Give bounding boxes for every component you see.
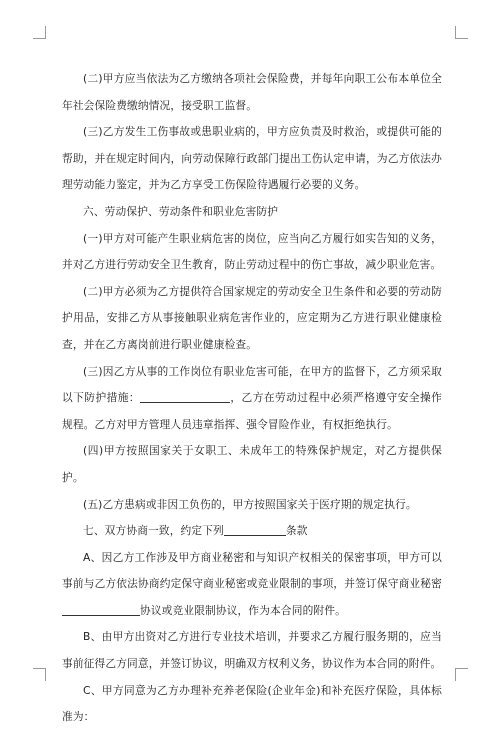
crop-mark-bottom-left xyxy=(33,668,46,681)
paragraph-medical-period: (五)乙方患病或非因工负伤的，甲方按照国家关于医疗期的规定执行。 xyxy=(83,497,417,511)
paragraph-hazard-notice: (一)甲方对可能产生职业病危害的岗位，应当向乙方履行如实告知的义务，并对乙方进行劳动安全卫生教育，防止劳动过程中的伤亡事故，减少职业危害。 xyxy=(62,231,442,272)
section-heading-agreed-terms xyxy=(62,518,442,545)
trade-secret-blank xyxy=(62,603,130,616)
text-segment: 七、双方协商一致，约定下列 xyxy=(83,524,224,538)
text-segment: A、因乙方工作涉及甲方商业秘密和与知识产权相关的保密事项，甲方可以事前与乙方依法协商约定保守商业秘密或竞业限制的事项，并签订保守商业秘密 xyxy=(62,550,442,591)
crop-mark-bottom-right xyxy=(455,668,468,681)
paragraph-training-service: B、由甲方出资对乙方进行专业技术培训，并要求乙方履行服务期的，应当事前征得乙方同意，并签订协议，明确双方权利义务，协议作为本合同的附件。 xyxy=(62,630,442,671)
text-segment: (三)因乙方从事的工作岗位有职业危害可能，在甲方的监督下，乙方须采取以下防护措施： xyxy=(62,364,442,405)
paragraph-work-injury: (三)乙方发生工伤事故或患职业病的，甲方应负责及时救治，或提供可能的帮助，并在规定时间内，向劳动保障行政部门提出工伤认定申请，为乙方依法办理劳动能力鉴定，并为乙方享受工伤保险待遇履行必要的义务。 xyxy=(62,125,442,192)
document-body xyxy=(62,66,442,731)
paragraph-social-insurance: (二)甲方应当依法为乙方缴纳各项社会保险费，并每年向职工公布本单位全年社会保险费缴纳情况，接受职工监督。 xyxy=(62,72,442,112)
paragraph-trade-secret xyxy=(62,545,442,625)
paragraph-female-minor-protection: (四)甲方按照国家关于女职工、未成年工的特殊保护规定，对乙方提供保护。 xyxy=(62,444,442,484)
crop-mark-top-left xyxy=(33,26,46,39)
paragraph-protection-measures xyxy=(62,359,442,439)
text-segment: 条款 xyxy=(285,524,308,538)
crop-mark-top-right xyxy=(455,26,468,39)
agreed-terms-blank xyxy=(224,523,286,536)
paragraph-protective-equipment: (二)甲方必须为乙方提供符合国家规定的劳动安全卫生条件和必要的劳动防护用品，安排乙方从事接触职业病危害作业的，应定期为乙方进行职业健康检查，并在乙方离岗前进行职业健康检查。 xyxy=(62,284,442,351)
paragraph-supplementary-insurance: C、甲方同意为乙方办理补充养老保险(企业年金)和补充医疗保险，具体标准为： xyxy=(62,683,442,724)
trade-secret-blank-continued xyxy=(130,603,140,616)
protection-measures-blank xyxy=(140,390,230,403)
text-segment: ，乙方在劳动过程中必须严格遵守安全操作规程。乙方对甲方管理人员违章指挥、强令冒险作业，有权拒绝执行。 xyxy=(62,391,442,431)
section-heading-labor-protection: 六、劳动保护、劳动条件和职业危害防护 xyxy=(83,204,279,218)
text-segment: 协议或竞业限制协议，作为本合同的附件。 xyxy=(140,603,346,617)
